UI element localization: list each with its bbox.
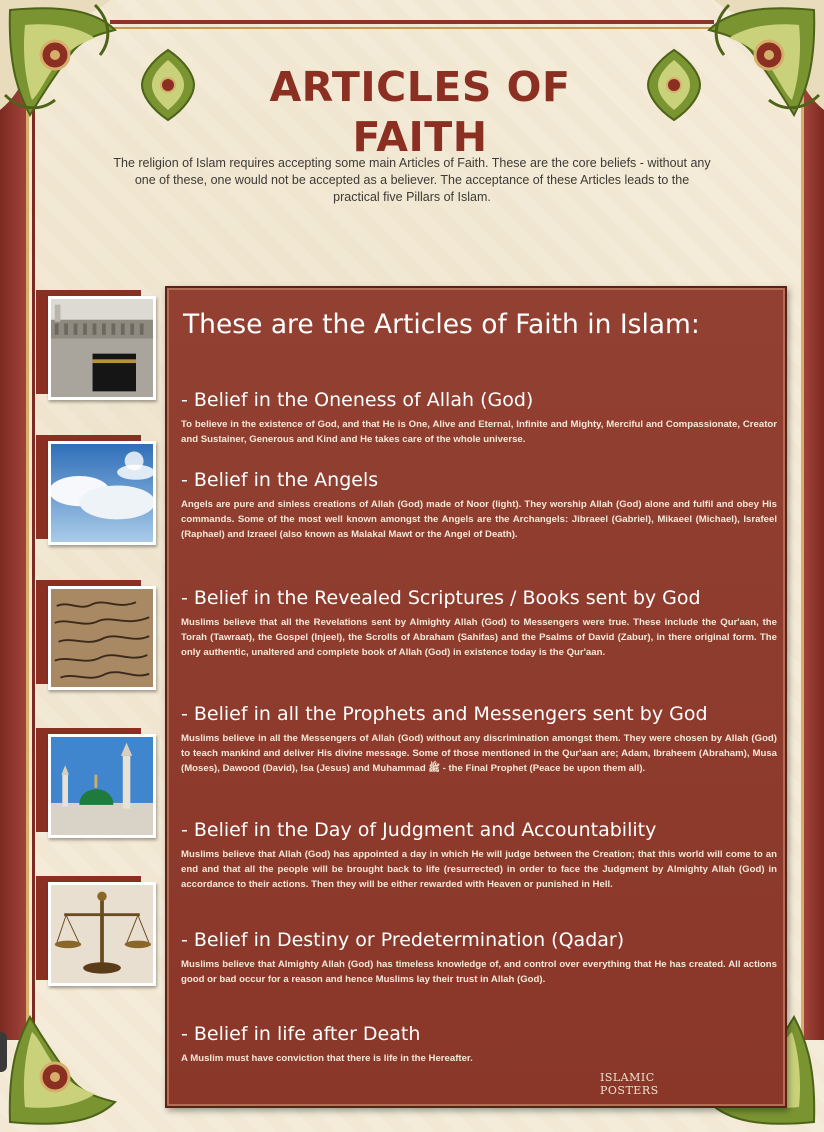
article-prophets xyxy=(181,702,777,776)
corner-ornament-icon xyxy=(0,0,130,130)
islamic-posters-logo xyxy=(592,1063,690,1103)
article-title: - Belief in Destiny or Predetermination (Qadar) xyxy=(181,929,625,951)
article-title: - Belief in the Revealed Scriptures / Books sent by God xyxy=(181,587,701,609)
sky-photo xyxy=(36,435,156,545)
article-text: Muslims believe that all the Revelations sent by Almighty Allah (God) to Messengers were true. These include the Qur'aan, the Torah (Tawraat), the Gospel (Injeel), the Scrolls of Abraham (Sahifas) and the Psalms of David (Zabur), in there original form. The only authentic, unaltered and complete book of Allah (God) in existence today is the Qur'aan. xyxy=(181,617,777,658)
articles-panel xyxy=(165,286,787,1108)
article-scriptures xyxy=(181,586,777,660)
article-title: - Belief in the Oneness of Allah (God) xyxy=(181,389,534,411)
title-ornament-icon xyxy=(138,48,198,122)
green-dome-photo xyxy=(36,728,156,838)
article-text: Muslims believe that Allah (God) has appointed a day in which He will judge between the Creation; that this world will come to an end and that all the people will be brought back to life (resurrected) in order to face the Judgment by Almighty Allah (God) in accordance to their actions. Then they will be either rewarded with Heaven or punished in Hell. xyxy=(181,849,777,890)
green-dome-photo-image xyxy=(48,734,156,838)
kaaba-photo xyxy=(36,290,156,400)
article-text: To believe in the existence of God, and that He is One, Alive and Eternal, Infinite and Mighty, Merciful and Compassionate, Creator and Sustainer, Generous and Kind and He takes care of the whole universe. xyxy=(181,419,777,445)
poster-title: ARTICLES OF FAITH xyxy=(269,63,571,161)
logo-text: ISLAMIC POSTERS xyxy=(600,1071,659,1097)
article-oneness xyxy=(181,388,777,447)
article-angels xyxy=(181,468,777,542)
article-destiny xyxy=(181,928,777,987)
sky-photo-image xyxy=(48,441,156,545)
article-judgment xyxy=(181,818,777,892)
corner-ornament-icon xyxy=(0,1002,130,1132)
scroll-tab[interactable] xyxy=(0,1032,7,1072)
article-title: - Belief in the Angels xyxy=(181,469,379,491)
scales-photo xyxy=(36,876,156,986)
kaaba-photo-image xyxy=(48,296,156,400)
article-text: Angels are pure and sinless creations of Allah (God) made of Noor (light). They worship Allah (God) alone and fulfil and obey His commands. Some of the most well known amongst the Angels are the Archangels: Jibraeel (Gabriel), Mikaeel (Michael), Israfeel (Raphael) and Izraeel (also known as Malakal Mawt or the Angel of Death). xyxy=(181,499,777,540)
corner-ornament-icon xyxy=(694,0,824,130)
article-text: A Muslim must have conviction that there is life in the Hereafter. xyxy=(181,1053,473,1064)
right-border xyxy=(801,90,824,1040)
top-border-line xyxy=(110,20,714,24)
article-title: - Belief in all the Prophets and Messengers sent by God xyxy=(181,703,708,725)
article-text: Muslims believe that Almighty Allah (God) has timeless knowledge of, and control over everything that He has created. All actions good or bad occur for a reason and hence Muslims lay their trust in Allah (God). xyxy=(181,959,777,985)
panel-heading: These are the Articles of Faith in Islam: xyxy=(183,309,700,340)
article-title: - Belief in life after Death xyxy=(181,1023,421,1045)
left-border xyxy=(0,90,29,1040)
scripture-photo-image xyxy=(48,586,156,690)
top-border-line-gold xyxy=(110,27,714,29)
article-afterlife xyxy=(181,1022,777,1066)
title-ornament-icon xyxy=(644,48,704,122)
intro-paragraph: The religion of Islam requires accepting some main Articles of Faith. These are the core beliefs - without any one of these, one would not be accepted as a believer. The acceptance of these Articles leads to the practical five Pillars of Islam. xyxy=(113,156,711,204)
article-text: Muslims believe in all the Messengers of Allah (God) without any discrimination amongst them. They were chosen by Allah (God) to teach mankind and deliver His divine message. Some of those mentioned in the Qur'aan are; Adam, Ibraheem (Abraham), Musa (Moses), Dawood (David), Isa (Jesus) and Muhammad ﷺ - the Final Prophet (Peace be upon them all). xyxy=(181,733,777,774)
scales-photo-image xyxy=(48,882,156,986)
scripture-photo xyxy=(36,580,156,690)
article-title: - Belief in the Day of Judgment and Accountability xyxy=(181,819,657,841)
